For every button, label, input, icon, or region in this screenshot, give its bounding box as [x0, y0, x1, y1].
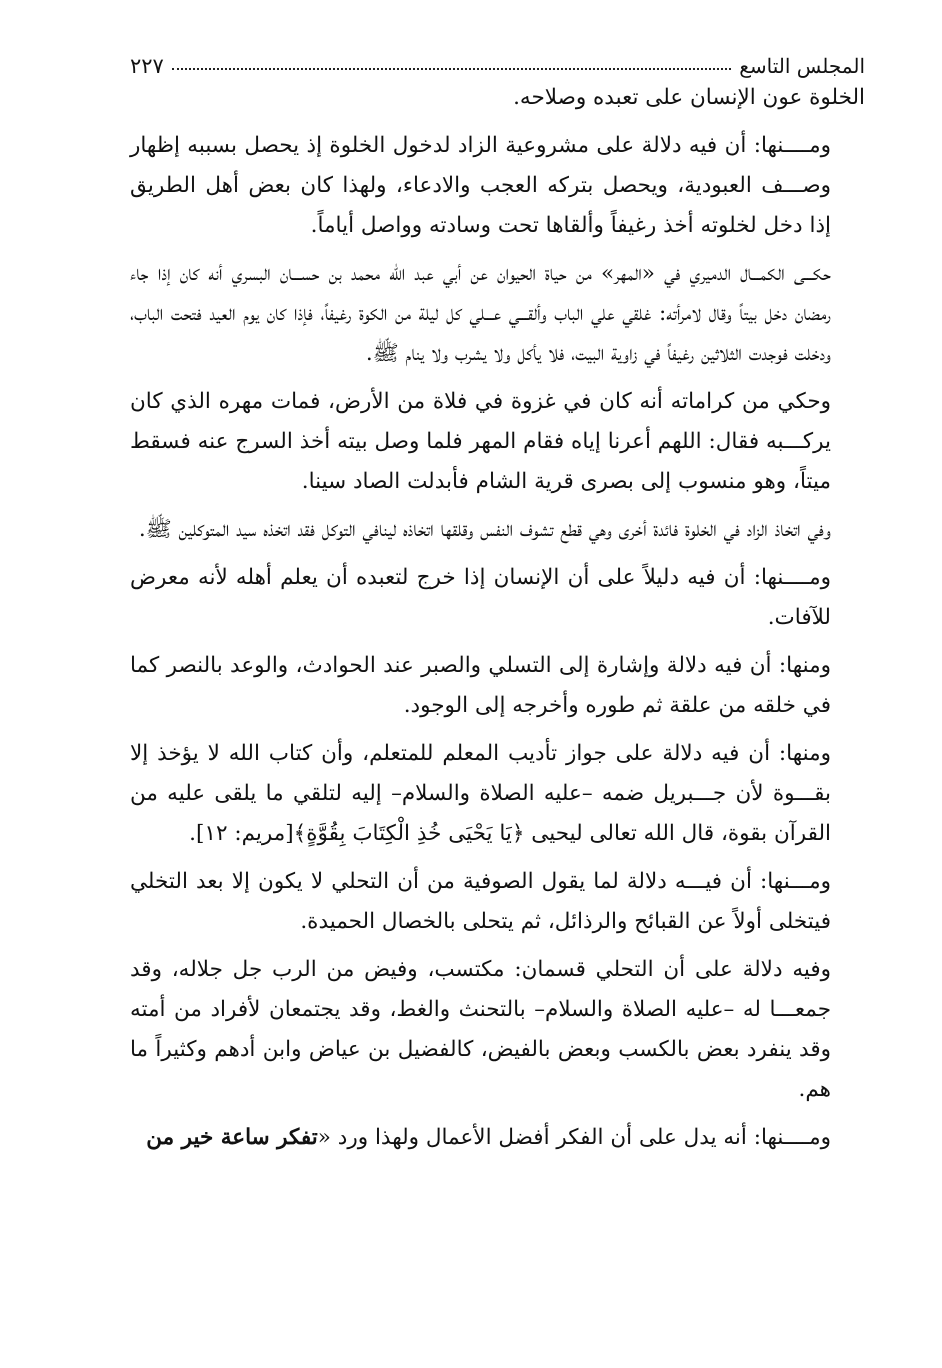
- running-header: [130, 38, 865, 78]
- paragraph: ومنها: أن فيه دلالة على جواز تأديب المعلم للمتعلم، وأن كتاب الله لا يؤخذ إلا بقـــوة لأن جـــبريل ضمه –عليه الصلاة والسلام– إليه لتلقي ما يلقى عليه من القرآن بقوة، قال الله تعالى ليحيى ﴿يَا يَحْيَى خُذِ الْكِتَابَ بِقُوَّةٍ﴾[مريم: ١٢].: [130, 741, 831, 846]
- paragraph: ومـــنها: أن فيـــه دلالة لما يقول الصوفية من أن التحلي لا يكون إلا بعد التخلي فيتخلى أولاً عن القبائح والرذائل، ثم يتحلى بالخصال الحميدة.: [130, 869, 831, 934]
- paragraph: الخلوة عون الإنسان على تعبده وصلاحه.: [513, 85, 865, 110]
- paragraph: وحكي من كراماته أنه كان في غزوة في فلاة من الأرض، فمات مهره الذي كان يركـــبه فقال: اللهم أعرنا إياه فقام المهر فلما وصل بيته أخذ السرج عنه فسقط ميتاً، وهو منسوب إلى بصرى قرية الشام فأبدلت الصاد سينا.: [130, 389, 831, 494]
- paragraph-last: [130, 1118, 865, 1158]
- dotted-leader: [172, 68, 731, 70]
- page-number: ٢٢٧: [130, 54, 164, 78]
- paragraph: حكـــى الكمـــال الدميري في «المهر» من حياة الحيوان عن أبي عبد الله محمد بن حســـان البسري أنه كان إذا جاء رمضان دخل بيتاً وقال لامرأته: غلقي علي الباب وألقـــي عـــلي كل ليلة من الكوة رغيفاً، فإذا كان يوم العيد فتحت الباب، ودخلت فوجدت الثلاثين رغيفاً في زاوية البيت، فلا يأكل ولا يشرب ولا ينام ﷺ.: [130, 261, 831, 366]
- document-page: [130, 38, 865, 1158]
- chapter-title: المجلس التاسع: [739, 54, 865, 78]
- paragraph-text: ومــــنها: أنه يدل على أن الفكر أفضل الأعمال ولهذا ورد «: [317, 1125, 831, 1150]
- paragraph: ومــــنها: أن فيه دلالة على مشروعية الزاد لدخول الخلوة إذ يحصل بسببه إظهار وصـــف العبودية، ويحصل بتركه العجب والادعاء، ولهذا كان بعض أهل الطريق إذا دخل لخلوته أخذ رغيفاً وألقاها تحت وسادته وواصل أياماً.: [130, 133, 831, 238]
- body-text: [130, 78, 865, 1158]
- paragraph: ومــــنها: أن فيه دليلاً على أن الإنسان إذا خرج لتعبده أن يعلم أهله لأنه معرض للآفات.: [130, 565, 831, 630]
- paragraph: ومنها: أن فيه دلالة وإشارة إلى التسلي والصبر عند الحوادث، والوعد بالنصر كما في خلقه من علقة ثم طوره وأخرجه إلى الوجود.: [130, 653, 831, 718]
- paragraph: وفي اتخاذ الزاد في الخلوة فائدة أخرى وهي قطع تشوف النفس وقلقها اتخاذه لينافي التوكل فقد اتخذه سيد المتوكلين ﷺ.: [138, 517, 831, 542]
- hadith-quote: تفكر ساعة خير من: [146, 1125, 318, 1150]
- paragraph: وفيه دلالة على أن التحلي قسمان: مكتسب، وفيض من الرب جل جلاله، وقد جمعـــا له –عليه الصلاة والسلام– بالتحنث والغط، وقد يجتمعان لأفراد من أمته وقد ينفرد بعض بالكسب وبعض بالفيض، كالفضيل بن عياض وابن أدهم وكثيراً ما هم.: [130, 957, 831, 1102]
